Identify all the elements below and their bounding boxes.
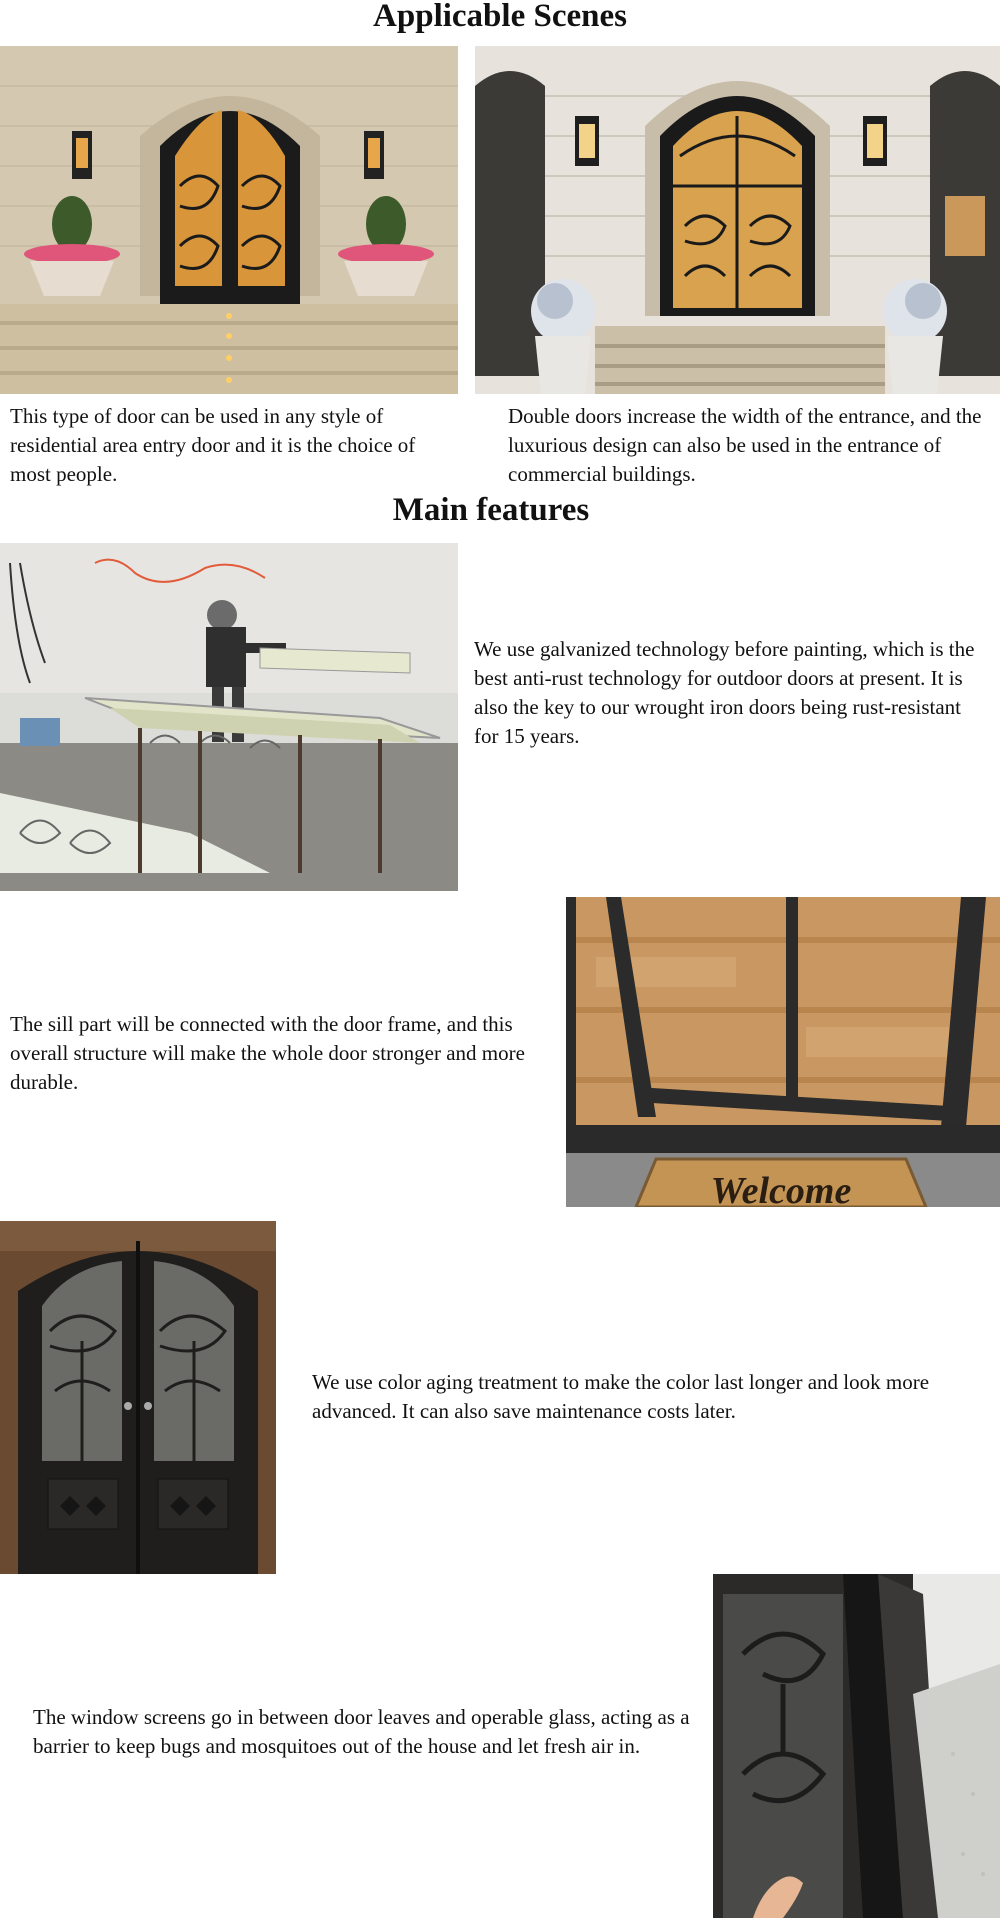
galvanizing-workshop-photo [0,543,458,891]
feature-color-aging-text: We use color aging treatment to make the color last longer and look more advanced. It can also save maintenance costs later. [312,1370,930,1423]
doormat-text: Welcome [710,1170,852,1207]
door-sill-photo [566,897,1000,1207]
main-features-title: Main features [392,492,590,528]
scene-caption-residential: This type of door can be used in any style of residential area entry door and it is the choice of most people. [10,404,416,486]
aged-double-door-photo [0,1221,276,1574]
applicable-scenes-title: Applicable Scenes [373,0,627,34]
feature-window-screen-text: The window screens go in between door leaves and operable glass, acting as a barrier to keep bugs and mosquitoes out of the house and let fresh air in. [33,1705,690,1758]
residential-door-photo [0,46,458,394]
feature-sill-text: The sill part will be connected with the door frame, and this overall structure will make the whole door stronger and more durable. [10,1012,525,1094]
commercial-door-photo [475,46,1000,394]
scene-caption-commercial: Double doors increase the width of the entrance, and the luxurious design can also be used in the entrance of commercial buildings. [508,404,982,486]
feature-galvanized-text: We use galvanized technology before painting, which is the best anti-rust technology for outdoor doors at present. It is also the key to our wrought iron doors being rust-resistant for 15 years. [474,637,975,748]
window-screen-photo [713,1574,1000,1918]
